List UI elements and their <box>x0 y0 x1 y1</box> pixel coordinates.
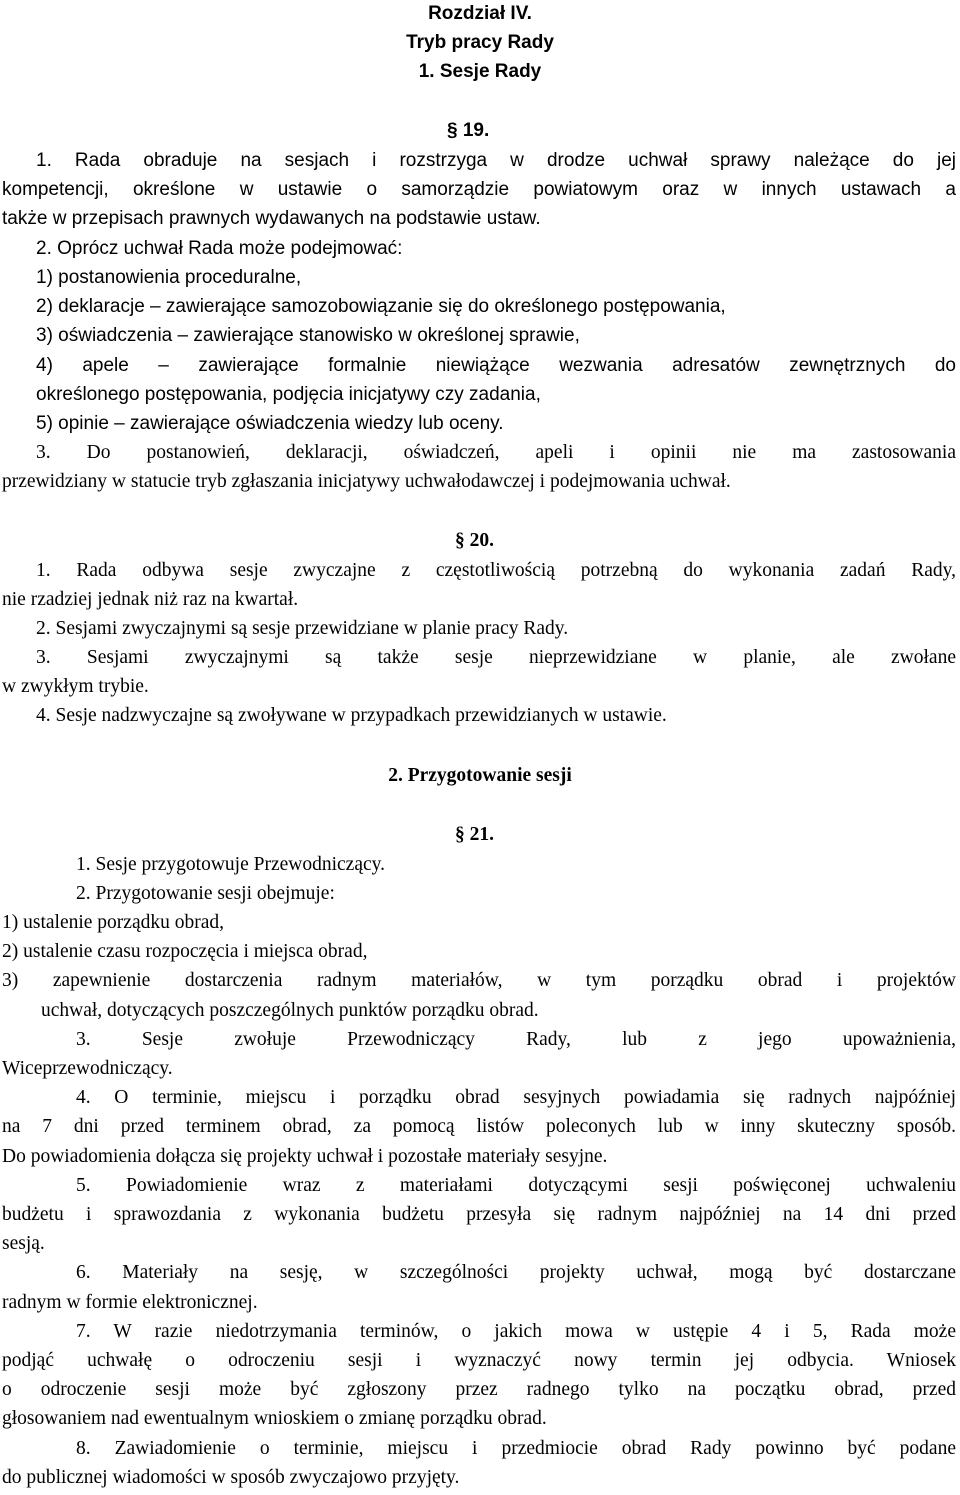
p20-line: 1. Rada odbywa sesje zwyczajne z częstotliwością potrzebną do wykonania zadań Rady, <box>36 560 956 581</box>
paragraph-heading-20: § 20. <box>455 530 494 551</box>
section-sign-icon: § <box>447 120 458 141</box>
p19-line: 3. Do postanowień, deklaracji, oświadczeń, apeli i opinii nie ma zastosowania <box>36 442 956 463</box>
p21-line: budżetu i sprawozdania z wykonania budżetu przesyła się radnym najpóźniej na 14 dni przed <box>2 1204 956 1225</box>
p21-line: głosowaniem nad ewentualnym wnioskiem o zmianę porządku obrad. <box>2 1408 547 1429</box>
section-sign-icon: § <box>455 824 465 845</box>
p21-line: 7. W razie niedotrzymania terminów, o jakich mowa w ustępie 4 i 5, Rada może <box>76 1321 956 1342</box>
p21-line: Wiceprzewodniczący. <box>2 1058 173 1079</box>
p19-line: 2) deklaracje – zawierające samozobowiązanie się do określonego postępowania, <box>36 296 726 317</box>
p21-line: Do powiadomienia dołącza się projekty uchwał i pozostałe materiały sesyjne. <box>2 1146 608 1167</box>
p19-line: 3) oświadczenia – zawierające stanowisko w określonej sprawie, <box>36 325 580 346</box>
paragraph-heading-21: § 21. <box>455 824 494 845</box>
p19-line: 1) postanowienia proceduralne, <box>36 267 302 288</box>
p19-line: także w przepisach prawnych wydawanych na podstawie ustaw. <box>2 208 541 229</box>
p21-line: 6. Materiały na sesję, w szczególności projekty uchwał, mogą być dostarczane <box>76 1262 956 1283</box>
p19-line: 1. Rada obraduje na sesjach i rozstrzyga w drodze uchwał sprawy należące do jej <box>36 150 956 171</box>
p19-line: 5) opinie – zawierające oświadczenia wiedzy lub oceny. <box>36 413 504 434</box>
chapter-title: Rozdział IV. <box>428 3 532 24</box>
p21-line: 8. Zawiadomienie o terminie, miejscu i przedmiocie obrad Rady powinno być podane <box>76 1438 956 1459</box>
p19-line: 2. Oprócz uchwał Rada może podejmować: <box>36 238 403 259</box>
p19-line: określonego postępowania, podjęcia inicjatywy czy zadania, <box>36 384 541 405</box>
p21-line: 5. Powiadomienie wraz z materiałami dotyczącymi sesji poświęconej uchwaleniu <box>76 1175 956 1196</box>
section-sign-icon: § <box>455 530 465 551</box>
p21-line: 2) ustalenie czasu rozpoczęcia i miejsca obrad, <box>2 941 368 962</box>
p20-line: nie rzadziej jednak niż raz na kwartał. <box>2 589 299 610</box>
p20-line: 3. Sesjami zwyczajnymi są także sesje nieprzewidziane w planie, ale zwołane <box>36 647 956 668</box>
p20-line: 4. Sesje nadzwyczajne są zwoływane w przypadkach przewidzianych w ustawie. <box>36 705 667 726</box>
p21-line: na 7 dni przed terminem obrad, za pomocą listów poleconych lub w inny skuteczny sposób. <box>2 1116 956 1137</box>
p19-line: kompetencji, określone w ustawie o samorządzie powiatowym oraz w innych ustawach a <box>2 179 956 200</box>
p20-line: w zwykłym trybie. <box>2 676 149 697</box>
p21-line: 2. Przygotowanie sesji obejmuje: <box>76 883 335 904</box>
p21-line: 4. O terminie, miejscu i porządku obrad sesyjnych powiadamia się radnych najpóźniej <box>76 1087 956 1108</box>
paragraph-heading-19: § 19. <box>447 120 490 141</box>
p19-line: przewidziany w statucie tryb zgłaszania inicjatywy uchwałodawczej i podejmowania uchwał. <box>2 471 731 492</box>
p21-line: o odroczenie sesji może być zgłoszony przez radnego tylko na początku obrad, przed <box>2 1379 956 1400</box>
p21-line: 3. Sesje zwołuje Przewodniczący Rady, lub z jego upoważnienia, <box>76 1029 956 1050</box>
chapter-subtitle: Tryb pracy Rady <box>406 32 554 53</box>
p21-line: 1. Sesje przygotowuje Przewodniczący. <box>76 854 386 875</box>
p21-line: 1) ustalenie porządku obrad, <box>2 912 225 933</box>
p21-line: 3) zapewnienie dostarczenia radnym materiałów, w tym porządku obrad i projektów <box>2 970 956 991</box>
section-heading: 2. Przygotowanie sesji <box>388 765 572 786</box>
p19-line: 4) apele – zawierające formalnie niewiążące wezwania adresatów zewnętrznych do <box>36 355 956 376</box>
p21-line: uchwał, dotyczących poszczególnych punktów porządku obrad. <box>41 1000 539 1021</box>
p20-line: 2. Sesjami zwyczajnymi są sesje przewidziane w planie pracy Rady. <box>36 618 569 639</box>
section-heading: 1. Sesje Rady <box>418 61 542 82</box>
p21-line: sesją. <box>2 1233 45 1254</box>
p21-line: radnym w formie elektronicznej. <box>2 1292 258 1313</box>
p21-line: do publicznej wiadomości w sposób zwyczajowo przyjęty. <box>2 1467 460 1488</box>
p21-line: podjąć uchwałę o odroczeniu sesji i wyznaczyć nowy termin jej odbycia. Wniosek <box>2 1350 956 1371</box>
